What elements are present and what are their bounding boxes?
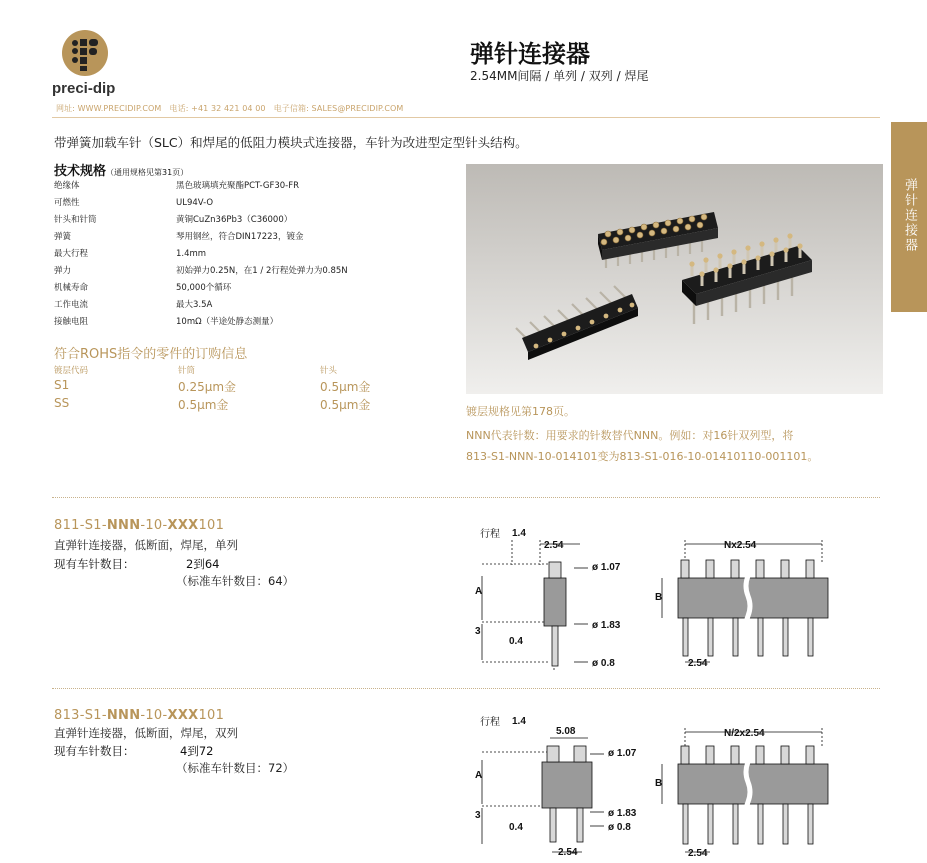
part-number: 811-S1-NNN-10-XXX101	[54, 518, 225, 533]
rohs-tip: 0.5μm金	[320, 398, 371, 412]
spec-row: 弹力 初始弹力0.25N，在1 / 2行程处弹力为0.85N	[54, 266, 348, 276]
spec-row: 弹簧 琴用钢丝，符合DIN17223，镀金	[54, 232, 304, 242]
dia2-dim: ø 1.83	[592, 620, 621, 631]
dim-b: B	[655, 778, 663, 789]
plating-note: 镀层规格见第178页。	[466, 405, 575, 418]
product-description: 直弹针连接器，低断面，焊尾，单列	[54, 538, 238, 552]
logo-mark-icon	[62, 30, 108, 76]
product-description: 直弹针连接器，低断面，焊尾，双列	[54, 726, 238, 740]
connector-photo-illustration	[466, 164, 883, 394]
rohs-header-barrel: 针筒	[178, 366, 196, 376]
specs-title	[54, 160, 188, 179]
rohs-code: S1	[54, 378, 70, 392]
count-label: 现有车针数目：	[54, 557, 135, 571]
dia1-dim: ø 1.07	[592, 562, 621, 573]
rohs-code: SS	[54, 396, 70, 410]
bottom-pitch-dim: 2.54	[558, 847, 578, 858]
stroke-label: 行程	[480, 717, 500, 728]
rohs-header-tip: 针头	[320, 366, 338, 376]
spec-row: 接触电阻 10mΩ（半途处静态测量）	[54, 317, 279, 327]
rohs-title: 符合ROHS指令的零件的订购信息	[54, 347, 248, 362]
pitch-dim: 2.54	[544, 540, 564, 551]
bottom-pitch-dim: 2.54	[688, 848, 708, 859]
front-view-drawing	[650, 520, 830, 670]
dim-0-4: 0.4	[509, 636, 523, 647]
count-value: 4到72	[180, 744, 214, 758]
contact-line: 网址: WWW.PRECIDIP.COM 电话: +41 32 421 04 00 电子信箱: SALES@PRECIDIP.COM	[56, 104, 404, 113]
section-divider	[52, 688, 880, 689]
spec-row: 最大行程 1.4mm	[54, 249, 207, 259]
intro-text: 带弹簧加载车针（SLC）和焊尾的低阻力模块式连接器，车针为改进型定型针头结构。	[54, 135, 528, 150]
spec-row: 针头和针筒 黄铜CuZn36Pb3（C36000）	[54, 215, 293, 225]
count-value: 2到64	[186, 557, 220, 571]
stroke-value: 1.4	[512, 716, 526, 727]
dim-0-4: 0.4	[509, 822, 523, 833]
nnn-note-line2: 813-S1-NNN-10-014101变为813-S1-016-10-01410110-001101。	[466, 450, 819, 463]
rohs-barrel: 0.5μm金	[178, 398, 229, 412]
dim-3: 3	[475, 810, 481, 821]
header-rule	[52, 117, 880, 118]
dim-a: A	[475, 586, 483, 597]
dia1-dim: ø 1.07	[608, 748, 637, 759]
product-photo	[466, 164, 883, 394]
pitch-dim: 5.08	[556, 726, 576, 737]
count-standard: （标准车针数目：64）	[176, 574, 295, 588]
width-dim: Nx2.54	[724, 540, 757, 551]
specs-title-note: （通用规格见第31页）	[106, 168, 189, 177]
stroke-label: 行程	[480, 529, 500, 540]
nnn-note-line1: NNN代表针数：用要求的针数替代NNN。例如：对16针双列型，将	[466, 429, 794, 442]
spec-row: 可燃性 UL94V-O	[54, 198, 214, 208]
brand-name: preci-dip	[52, 80, 116, 97]
rohs-header-code: 镀层代码	[54, 366, 89, 376]
rohs-barrel: 0.25μm金	[178, 380, 237, 394]
dim-3: 3	[475, 626, 481, 637]
dia2-dim: ø 1.83	[608, 808, 637, 819]
bottom-pitch-dim: 2.54	[688, 658, 708, 669]
dim-a: A	[475, 770, 483, 781]
specs-table	[54, 178, 434, 331]
specs-title-text: 技术规格	[54, 164, 107, 179]
front-view-drawing	[650, 710, 830, 860]
side-tab	[891, 122, 927, 312]
part-number: 813-S1-NNN-10-XXX101	[54, 708, 225, 723]
side-view-drawing	[470, 710, 650, 860]
dim-b: B	[655, 592, 663, 603]
logo	[62, 30, 108, 76]
spec-row: 工作电流 最大3.5A	[54, 300, 213, 310]
count-standard: （标准车针数目：72）	[176, 761, 295, 775]
spec-row: 绝缘体 黑色玻璃填充聚酯PCT-GF30-FR	[54, 181, 300, 191]
page-subtitle: 2.54MM间隔 / 单列 / 双列 / 焊尾	[470, 69, 649, 83]
side-view-drawing	[470, 520, 640, 670]
section-divider	[52, 497, 880, 498]
dia3-dim: ø 0.8	[608, 822, 631, 833]
spec-row: 机械寿命 50,000个循环	[54, 283, 232, 293]
page-title: 弹针连接器	[470, 40, 590, 68]
dia3-dim: ø 0.8	[592, 658, 615, 669]
width-dim: N/2x2.54	[724, 728, 765, 739]
rohs-tip: 0.5μm金	[320, 380, 371, 394]
count-label: 现有车针数目：	[54, 744, 135, 758]
side-tab-label: 弹针连接器	[902, 178, 917, 253]
stroke-value: 1.4	[512, 528, 526, 539]
